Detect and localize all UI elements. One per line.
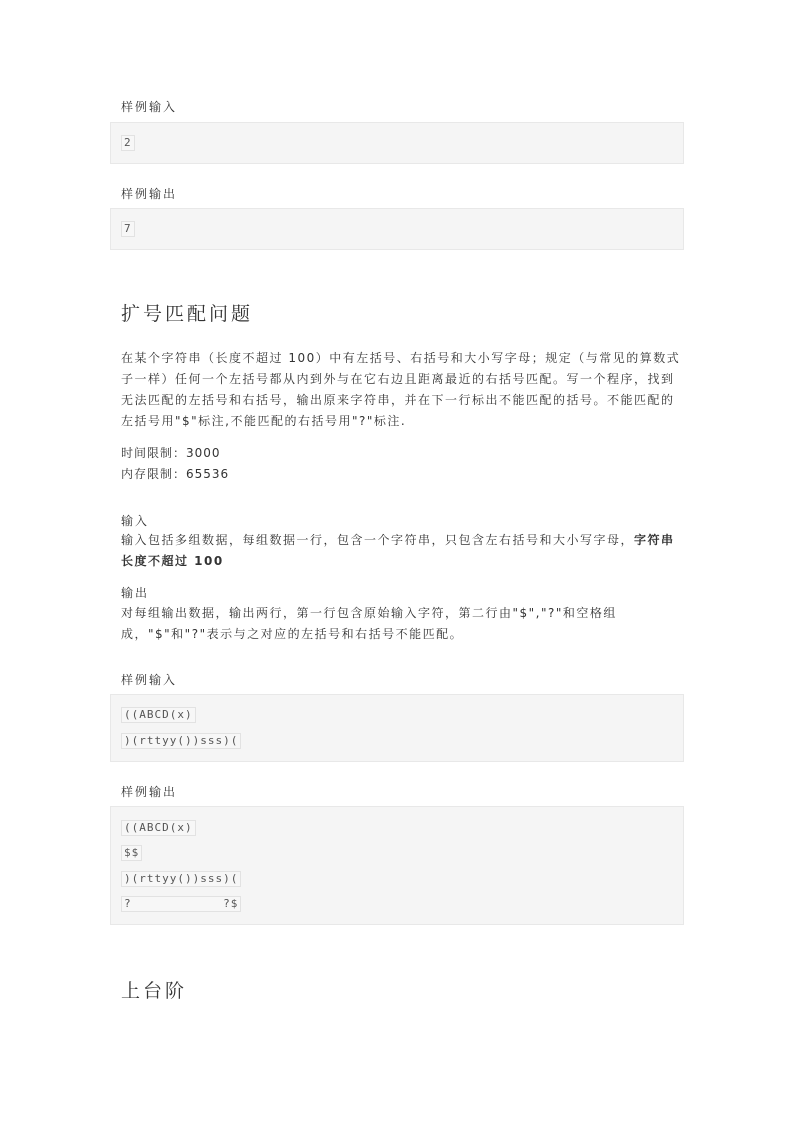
input-text: 输入包括多组数据，每组数据一行，包含一个字符串，只包含左右括号和大小写字母， (121, 533, 635, 547)
code-line: ? ?$ (121, 896, 241, 912)
section-title-bracket-matching: 扩号匹配问题 (121, 303, 254, 325)
code-line: ((ABCD(x) (121, 820, 196, 836)
code-line: $$ (121, 845, 142, 861)
sample-input-label-2: 样例输入 (121, 673, 178, 687)
output-heading: 输出 (121, 586, 150, 600)
memory-limit: 内存限制：65536 (121, 467, 230, 481)
sample-output-label-1: 样例输出 (121, 187, 178, 201)
code-line: 7 (121, 221, 135, 237)
sample-output-box-2 (110, 806, 684, 925)
time-limit: 时间限制：3000 (121, 446, 221, 460)
code-line: ((ABCD(x) (121, 707, 196, 723)
problem-description: 在某个字符串（长度不超过 100）中有左括号、右括号和大小写字母；规定（与常见的算数式子一样）任何一个左括号都从内到外与在它右边且距离最近的右括号匹配。写一个程序，找到无法匹配的左括号和右括号，输出原来字符串，并在下一行标出不能匹配的括号。不能匹配的左括号用"$"标注,不能匹配的右括号用"?"标注. (121, 351, 681, 428)
input-heading: 输入 (121, 514, 150, 528)
input-description (121, 530, 683, 572)
code-line: 2 (121, 135, 135, 151)
sample-input-box-1 (110, 122, 684, 164)
code-line: )(rttyy())sss)( (121, 871, 241, 887)
sample-input-box-2 (110, 694, 684, 762)
section-title-climb-stairs: 上台阶 (121, 980, 188, 1002)
sample-input-label-1: 样例输入 (121, 100, 178, 114)
input-text-bold: 字符串长度不超过 100 (121, 533, 675, 568)
sample-output-box-1 (110, 208, 684, 250)
output-description: 对每组输出数据，输出两行，第一行包含原始输入字符，第二行由"$","?"和空格组成，"$"和"?"表示与之对应的左括号和右括号不能匹配。 (121, 606, 617, 641)
code-line: )(rttyy())sss)( (121, 733, 241, 749)
sample-output-label-2: 样例输出 (121, 785, 178, 799)
